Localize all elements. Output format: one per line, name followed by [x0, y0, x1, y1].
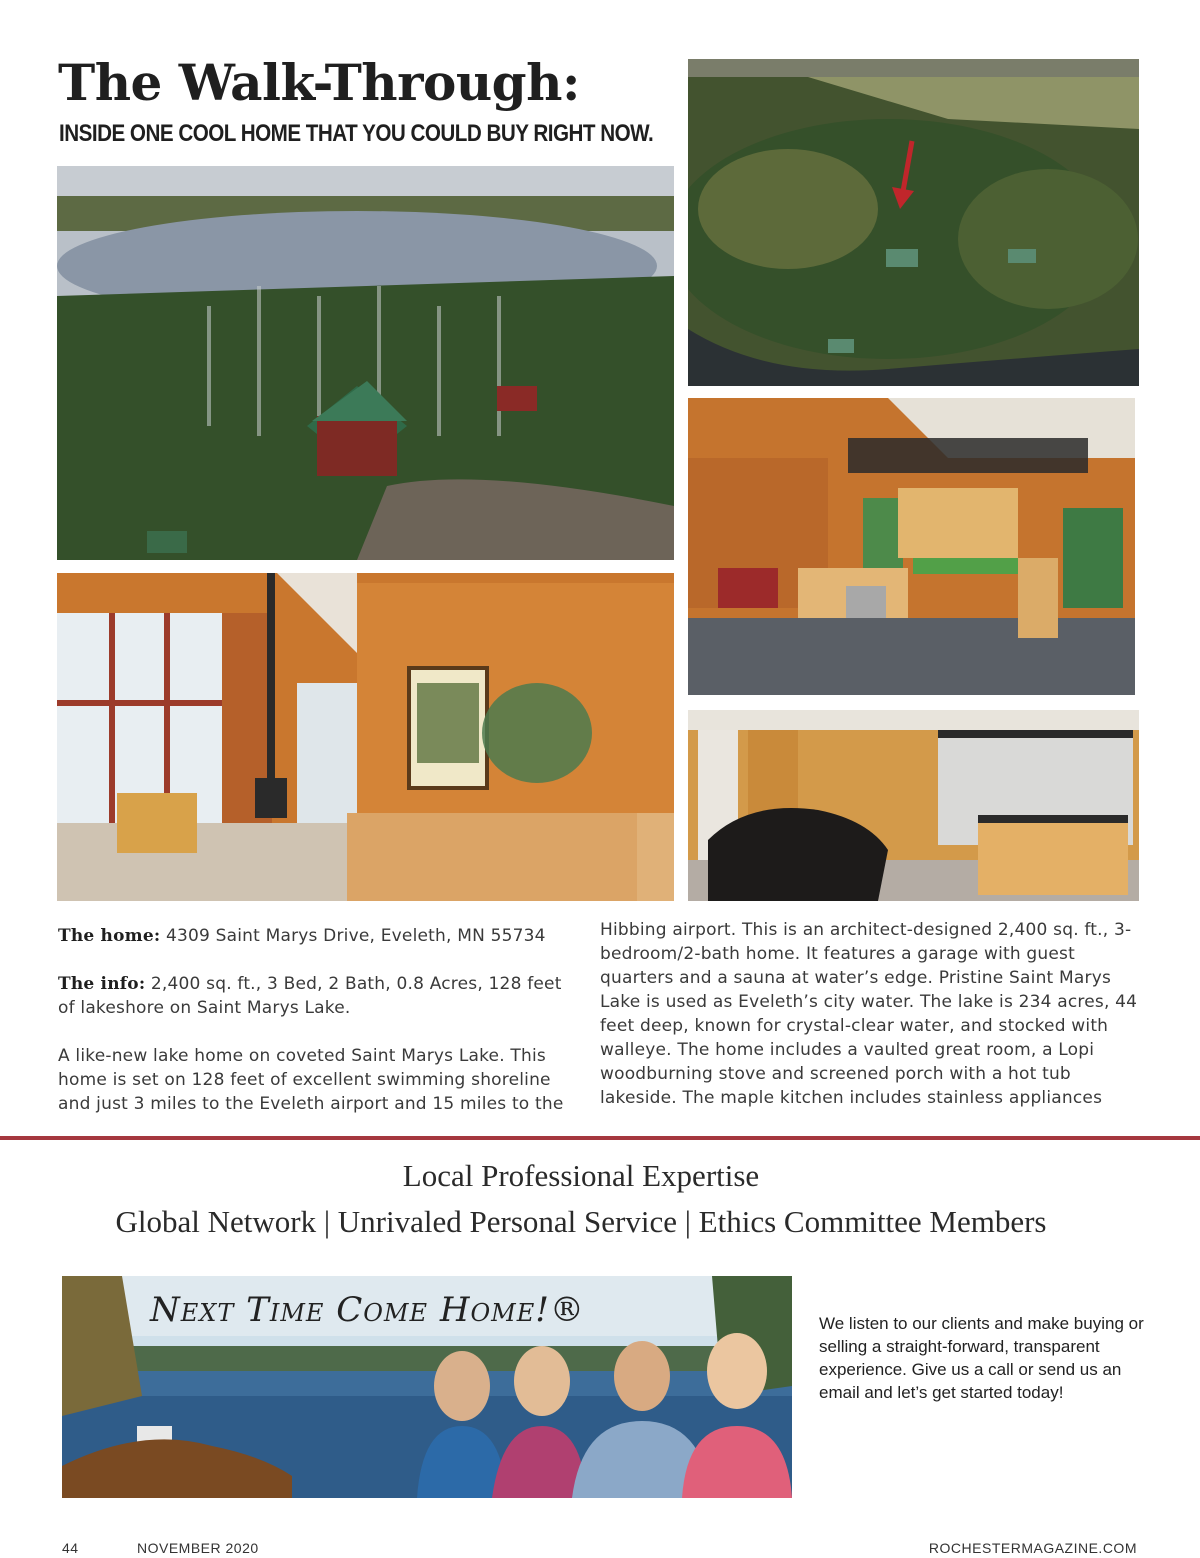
page-number: 44 [62, 1540, 79, 1556]
photo-aerial-property [688, 59, 1139, 386]
website-link[interactable]: ROCHESTERMAGAZINE.COM [928, 1540, 1137, 1556]
section-divider [0, 1136, 1200, 1140]
home-value: 4309 Saint Marys Drive, Eveleth, MN 55734 [165, 926, 546, 946]
ad-tagline-1: Local Professional Expertise [402, 1158, 760, 1193]
photo-aerial-lake-home [57, 166, 674, 560]
article-left-column [58, 924, 568, 1140]
ad-banner-headline: Next Time Come Home!® [150, 1290, 585, 1330]
home-address [58, 924, 568, 948]
ad-tagline-2: Global Network | Unrivaled Personal Service | Ethics Committee Members [115, 1204, 1047, 1239]
photo-great-room [57, 573, 674, 901]
body-right: Hibbing airport. This is an architect-designed 2,400 sq. ft., 3-bedroom/2-bath home. It features a garage with guest quarters and a sauna at water’s edge. Pristine Saint Marys Lake is used as Eveleth’s city water. The lake is 234 acres, 44 feet deep, known for crystal-clear water, and stocked with walleye. The home includes a vaulted great room, a Lopi woodburning stove and screened porch with a hot tub lakeside. The maple kitchen includes stainless appliances [600, 920, 1138, 1108]
body-left: A like-new lake home on coveted Saint Marys Lake. This home is set on 128 feet of excellent swimming shoreline and just 3 miles to the Eveleth airport and 15 miles to the [58, 1046, 564, 1114]
issue-date: NOVEMBER 2020 [137, 1540, 259, 1556]
info-value: 2,400 sq. ft., 3 Bed, 2 Bath, 0.8 Acres, 128 feet of lakeshore on Saint Marys Lake. [58, 974, 562, 1018]
home-info [58, 972, 568, 1020]
page-subtitle: INSIDE ONE COOL HOME THAT YOU COULD BUY RIGHT NOW. [59, 120, 654, 147]
info-label: The info: [58, 974, 146, 994]
page-title: The Walk-Through: [58, 53, 580, 112]
article-right-column [600, 918, 1140, 1134]
ad-body-text: We listen to our clients and make buying or selling a straight-forward, transparent experience. Give us a call or send us an email and let’s get started today! [819, 1314, 1144, 1402]
photo-theater-room [688, 710, 1139, 901]
home-label: The home: [58, 926, 161, 946]
photo-kitchen-loft [688, 398, 1135, 695]
